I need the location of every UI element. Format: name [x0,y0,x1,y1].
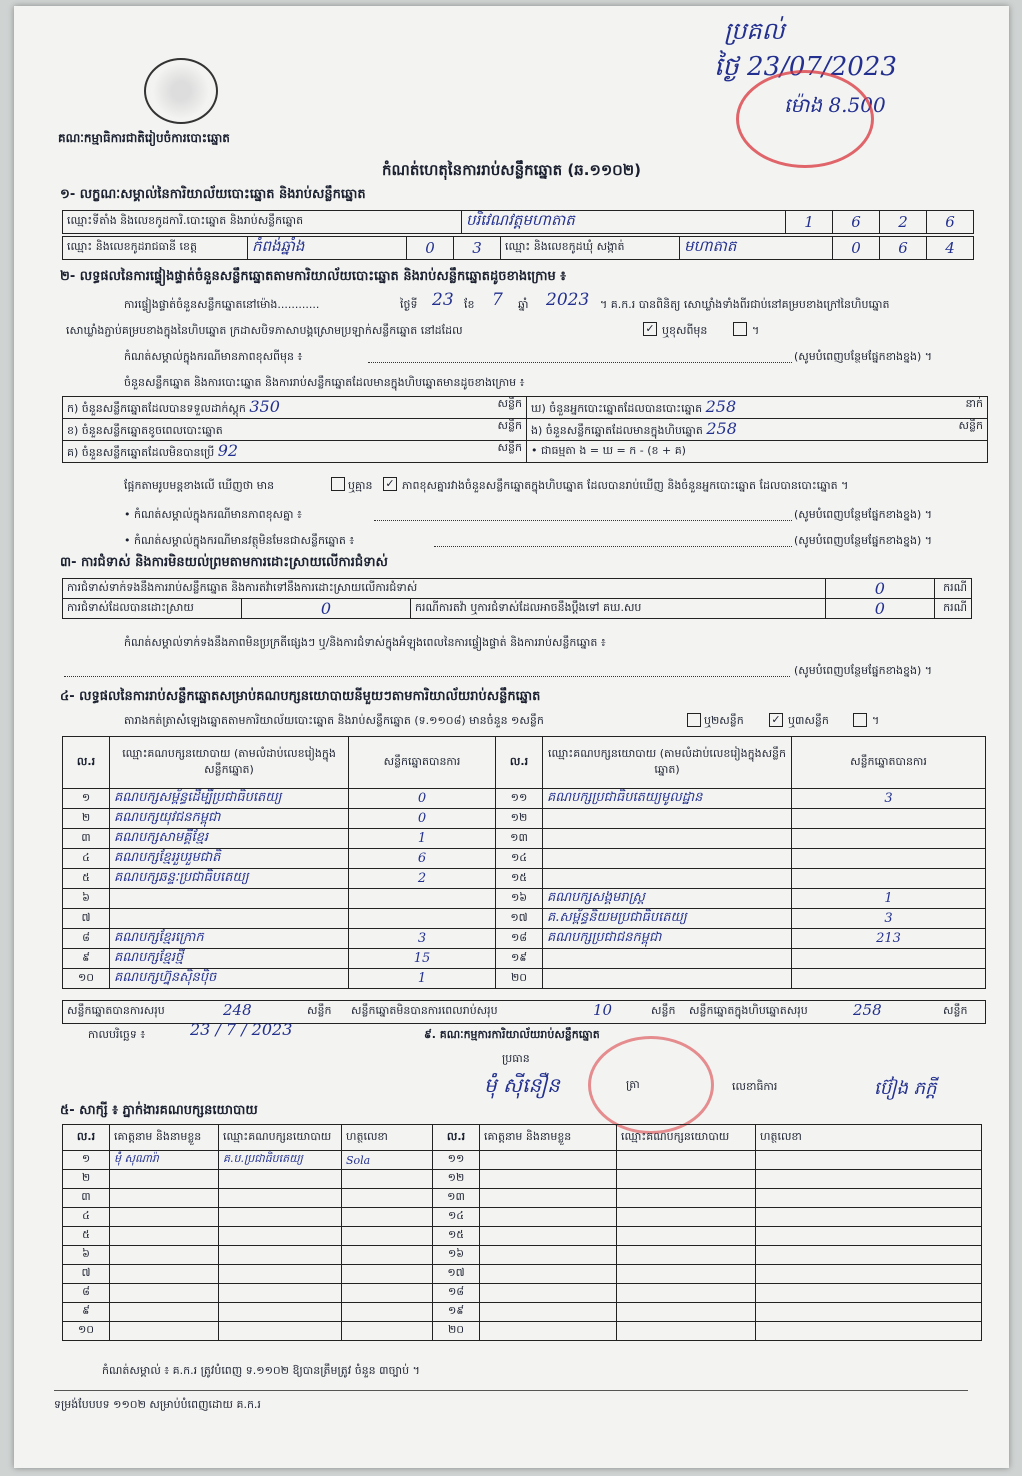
party-name [110,889,349,909]
count-intro: ចំនួនសន្លឹកឆ្នោត និងការបោះឆ្នោត និងការរាប់សន្លឹកឆ្នោតដែលមានក្នុងហិបឆ្នោតមានដូចខាងក្រោម ៖ [124,376,525,389]
foreign-note-line [434,546,792,547]
witness-row-number: ១៩ [433,1303,480,1322]
unused-label: គ) ចំនួនសន្លឹកឆ្នោតដែលមិនបានប្រើ [67,446,215,459]
witness-row-number: ១៣ [433,1189,480,1208]
witness-party [219,1284,342,1303]
receipt-note: ប្រគល់ [724,17,785,45]
witness-party [617,1151,756,1170]
party-name [110,909,349,929]
formula: • ជាធម្មតា ង = ឃ = ក - (ខ + គ) [527,441,988,463]
witness-party [617,1322,756,1341]
witness-name [480,1189,617,1208]
commune-code-digit: 0 [833,237,880,260]
witness-row-number: ៤ [63,1208,110,1227]
unit: សន្លឹក [958,419,983,432]
party-row-number: ៩ [63,949,110,969]
voters-value: 258 [705,397,737,416]
seal-label: ត្រា [626,1078,640,1091]
witness-row-number: ៨ [63,1284,110,1303]
party-votes: 0 [349,809,496,829]
party-name: គណបក្សប្រជាធិបតេយ្យមូលដ្ឋាន [543,789,792,809]
witness-signature [342,1227,433,1246]
party-name: គណបក្សខ្មែរក្រោក [110,929,349,949]
witness-name [110,1284,219,1303]
witness-signature [342,1322,433,1341]
witness-party [617,1170,756,1189]
witness-name [110,1322,219,1341]
party-votes: 3 [349,929,496,949]
witness-party: គ.ប.ប្រជាធិបតេយ្យ [219,1151,342,1170]
party-row-number: ១៥ [496,869,543,889]
party-name [543,849,792,869]
witness-party [617,1265,756,1284]
commune-code-digit: 6 [880,237,927,260]
party-name [543,969,792,989]
witness-party [617,1284,756,1303]
tally-or-label-2: ឬ៣សន្លឹក [788,714,829,727]
form-footer: ទម្រង់បែបបទ ១១០២ សម្រាប់បំពេញដោយ គ.ក.រ [54,1398,261,1411]
witness-name [480,1208,617,1227]
party-votes: 3 [792,909,986,929]
unit: សន្លឹក [497,441,522,454]
witness-signature [756,1208,982,1227]
witness-signature [342,1189,433,1208]
date-label: កាលបរិច្ឆេទ ៖ [88,1028,146,1041]
party-name: គណបក្សខ្មែររួបរួមជាតិ [110,849,349,869]
match-text: ភាពខុសគ្នារវាងចំនួនសន្លឹកឆ្នោតក្នុងហិបឆ្នោត ដែលបានរាប់ឃើញ និងចំនួនអ្នកបោះឆ្នោត ដែលបានបោះឆ្នោត ។ [402,479,849,492]
match-none-checkbox [331,477,345,491]
form-title: កំណត់ហេតុនៃការរាប់សន្លឹកឆ្នោត (ឆ.១១០២) [382,161,642,179]
section-4-heading: ៤- លទ្ធផលនៃការរាប់សន្លឹកឆ្នោតសម្រាប់គណបក្សនយោបាយនីមួយៗតាមការិយាល័យរាប់សន្លឹកឆ្នោត [60,689,541,704]
witness-party [219,1322,342,1341]
party-row-number: ១៦ [496,889,543,909]
end-mark: ។ [872,714,880,727]
section-3-heading: ៣- ការជំទាស់ និងការមិនយល់ព្រមតាមការដោះស្រាយលើការជំទាស់ [60,555,388,570]
witness-party [617,1208,756,1227]
witness-signature [342,1208,433,1227]
receipt-time: ម៉ោង 8.500 [784,93,886,117]
party-votes: 15 [349,949,496,969]
irregularity-hint: (សូមបំពេញបន្ថែមផ្នែកខាងខ្នង) ។ [794,664,933,677]
witness-party [617,1246,756,1265]
irregularity-line [64,676,790,677]
witness-name [110,1170,219,1189]
received-label: ក) ចំនួនសន្លឹកឆ្នោតដែលបានទទួលដាក់ស្ដុក [67,402,246,415]
party-name [543,869,792,889]
seal-ok-checkbox: ✓ [643,322,657,336]
witness-row-number: ១៧ [433,1265,480,1284]
party-row [63,969,986,989]
witness-row-number: ២ [63,1170,110,1189]
station-code-digit: 1 [786,211,833,234]
committee-header: គណៈកម្មាធិការជាតិរៀបចំការបោះឆ្នោត [58,131,230,145]
witness-party [219,1246,342,1265]
location-table [62,210,974,234]
witness-row-number: ៩ [63,1303,110,1322]
party-votes [792,949,986,969]
unit: សន្លឹក [943,1004,968,1017]
party-row-number: ១៧ [496,909,543,929]
station-name: បរិវេណវត្តមហាតាត [462,211,786,234]
tally-three-checkbox [853,713,867,727]
appeal-value: 0 [825,599,934,619]
party-name: គណបក្សប្រជាជនកម្ពុជា [543,929,792,949]
col-party-header: ឈ្មោះគណបក្សនយោបាយ [617,1125,756,1151]
party-votes [792,869,986,889]
party-row-number: ៧ [63,909,110,929]
unit: ករណី [934,579,971,599]
section-1-heading: ១- លក្ខណៈសម្គាល់នៃការិយាល័យបោះឆ្នោត និងរាប់សន្លឹកឆ្នោត [60,187,366,202]
party-row [63,869,986,889]
witness-row [63,1265,982,1284]
party-row [63,909,986,929]
verification-year: 2023 [546,290,590,310]
station-label: ឈ្មោះទីតាំង និងលេខកូដការិ.បោះឆ្នោត និងរាប់សន្លឹកឆ្នោត [63,211,462,234]
witness-signature [756,1303,982,1322]
witness-signature [756,1265,982,1284]
witness-row [63,1189,982,1208]
party-name [543,949,792,969]
witness-row-number: ៥ [63,1227,110,1246]
receipt-date: ថ្ងៃ 23/07/2023 [714,52,897,82]
party-name: គណបក្សឆន្ទៈប្រជាធិបតេយ្យ [110,869,349,889]
date-value: 23 / 7 / 2023 [190,1020,293,1039]
witness-party [219,1227,342,1246]
party-row-number: ១៣ [496,829,543,849]
seal-other-label: ឬខុសពីមុន [662,324,708,337]
party-row-number: ១ [63,789,110,809]
match-intro: ផ្អែកតាមរូបមន្តខាងលើ ឃើញថា មាន [124,479,275,492]
footnote: កំណត់សម្គាល់ ៖ គ.ក.រ ត្រូវបំពេញ ទ.១១០២ ឱ្យបានត្រឹមត្រូវ ចំនួន ៣ច្បាប់ ។ [102,1364,420,1377]
party-results-table [62,736,986,989]
signers-heading: ៩. គណៈកម្មការការិយាល័យរាប់សន្លឹកឆ្នោត [424,1028,600,1041]
party-name: គណបក្សហ្វ៊ុនស៊ិនប៉ិច [110,969,349,989]
section-2-heading: ២- លទ្ធផលនៃការផ្ទៀងផ្ទាត់ចំនួនសន្លឹកឆ្នោតតាមការិយាល័យបោះឆ្នោត និងរាប់សន្លឹកឆ្នោតដូចខាងក្រោម ៖ [60,269,566,284]
note-issue-hint: (សូមបំពេញបន្ថែមផ្នែកខាងខ្នង) ។ [794,350,933,363]
secretary-signature: ប៊ៀង ភក្ដី [874,1078,937,1099]
tally-page-checkbox [687,713,701,727]
province-label: ឈ្មោះ និងលេខកូដរាជធានី ខេត្ត [63,237,248,260]
party-row-number: ១៨ [496,929,543,949]
party-row [63,849,986,869]
party-name: គណបក្សខ្មែរថ្មី [110,949,349,969]
party-votes [349,889,496,909]
witness-row-number: ១១ [433,1151,480,1170]
in-box-value: 258 [706,419,737,438]
party-votes: 1 [349,969,496,989]
appeal-label: ការតវ៉ា ឬការជំទាស់ដែលអាចនឹងប្ដឹងទៅ គឃ.សប ករណី [411,599,826,619]
witness-row [63,1322,982,1341]
total-box-value: 258 [853,1001,882,1019]
witness-signature [342,1265,433,1284]
ballot-count-table [62,396,988,463]
unit: ករណី [415,600,439,614]
total-valid-value: 248 [223,1001,252,1019]
witness-row-number: ១៦ [433,1246,480,1265]
party-name: គណបក្សសម្ព័ន្ធដើម្បីប្រជាធិបតេយ្យ [110,789,349,809]
witness-signature [342,1170,433,1189]
witness-row [63,1208,982,1227]
witness-row [63,1227,982,1246]
party-votes: 1 [792,889,986,909]
witness-party [617,1303,756,1322]
party-votes: 0 [349,789,496,809]
province-code-digit: 0 [407,237,454,260]
witness-name [480,1303,617,1322]
witness-party [219,1208,342,1227]
red-seal-stamp-icon [736,70,874,168]
col-name-header: គោត្តនាម និងនាមខ្លួន [480,1125,617,1151]
col-votes-header: សន្លឹកឆ្នោតបានការ [792,737,986,789]
col-party-header: ឈ្មោះគណបក្សនយោបាយ (តាមលំដាប់លេខរៀងក្នុងសន្លឹកឆ្នោត) [543,737,792,789]
col-votes-header: សន្លឹកឆ្នោតបានការ [349,737,496,789]
witness-name: ម៉ុំ សុណារ៉ា [110,1151,219,1170]
witness-party [219,1265,342,1284]
witness-party [219,1303,342,1322]
witness-signature [756,1246,982,1265]
party-row-number: ២០ [496,969,543,989]
witness-name [480,1151,617,1170]
party-votes: 2 [349,869,496,889]
party-row [63,789,986,809]
spoiled-label: ខ) ចំនួនសន្លឹកឆ្នោតខូចពេលបោះឆ្នោត [67,424,223,437]
witness-name [480,1265,617,1284]
tally-or-label: ឬ២សន្លឹក [704,714,744,727]
witness-name [480,1322,617,1341]
total-box-label: សន្លឹកឆ្នោតក្នុងហិបឆ្នោតសរុប [689,1004,808,1017]
party-votes [792,969,986,989]
witness-row-number: ៣ [63,1189,110,1208]
unit: សន្លឹក [307,1004,332,1017]
verification-day-label: ថ្ងៃទី [400,298,418,311]
witness-name [480,1227,617,1246]
witness-row-number: ១៨ [433,1284,480,1303]
verification-year-label: ឆ្នាំ [518,298,529,311]
witness-row [63,1284,982,1303]
witness-name [110,1265,219,1284]
party-name: គណបក្សសាមគ្គីខ្មែរ [110,829,349,849]
verification-suffix: ។ គ.ក.រ បានពិនិត្យ សោឃ្លាំងទាំងពីរជាប់នៅគម្របខាងក្រៅនៃហិបឆ្នោត [600,298,890,311]
unused-value: 92 [217,441,239,460]
party-row-number: ១៤ [496,849,543,869]
note-issue-line [368,362,792,363]
seal-other-checkbox [733,322,747,336]
witness-signature [342,1284,433,1303]
witness-name [110,1303,219,1322]
witness-name [480,1170,617,1189]
witness-party [617,1189,756,1208]
chair-signature: ម៉ុំ ស៊ីនឿន [484,1073,560,1097]
party-name: គ.សម្ព័ន្ធនិយមប្រជាធិបតេយ្យ [543,909,792,929]
col-no-header: ល.រ [433,1125,480,1151]
total-valid-label: សន្លឹកឆ្នោតបានការសរុប [67,1004,165,1017]
party-row-number: ៤ [63,849,110,869]
party-row-number: ១៩ [496,949,543,969]
station-code-digit: 6 [927,211,974,234]
witness-name [110,1246,219,1265]
complaints-row-value: 0 [825,579,934,599]
red-seal-stamp-icon [588,1036,714,1134]
verification-month-label: ខែ [464,298,475,311]
verification-month: 7 [492,290,503,310]
col-name-header: គោត្តនាម និងនាមខ្លួន [110,1125,219,1151]
party-votes: 1 [349,829,496,849]
witness-name [110,1189,219,1208]
chair-label: ប្រធាន [502,1052,530,1065]
seal-check-text: សោឃ្លាំងភ្ជាប់គម្របខាងក្នុងនៃហិបឆ្នោត ក្រដាសបិទភាសាបង្គស្រោមប្រឡាក់សន្លឹកឆ្នោត នៅដដែល [66,324,463,337]
tally-two-checkbox: ✓ [769,713,783,727]
witness-row [63,1151,982,1170]
party-row-number: ៥ [63,869,110,889]
party-row [63,889,986,909]
party-row-number: ៨ [63,929,110,949]
col-sign-header: ហត្ថលេខា [342,1125,433,1151]
party-row-number: ១១ [496,789,543,809]
party-votes: 6 [349,849,496,869]
total-invalid-label: សន្លឹកឆ្នោតមិនបានការពេលរាប់សរុប [351,1004,498,1017]
party-row-number: ៣ [63,829,110,849]
party-row [63,829,986,849]
foreign-note-label: • កំណត់សម្គាល់ក្នុងករណីមានវត្ថុមិនមែនជាសន្លឹកឆ្នោត ៖ [124,534,355,547]
party-votes [792,809,986,829]
witness-signature [756,1322,982,1341]
party-name: គណបក្សសង្គមរាស្ត្រ [543,889,792,909]
party-votes [792,849,986,869]
witness-party [219,1189,342,1208]
commune-name: មហាតាត [680,237,833,260]
unit: សន្លឹក [497,397,522,410]
party-row [63,949,986,969]
party-votes [349,909,496,929]
witness-row [63,1170,982,1189]
col-party-header: ឈ្មោះគណបក្សនយោបាយ [219,1125,342,1151]
witness-table [62,1124,982,1341]
match-or-label: ឬគ្មាន [348,479,373,492]
station-code-digit: 6 [833,211,880,234]
witness-row-number: ៧ [63,1265,110,1284]
unit: សន្លឹក [497,419,522,432]
match-none-checked-checkbox: ✓ [383,477,397,491]
witness-row-number: ១៤ [433,1208,480,1227]
witness-signature [342,1303,433,1322]
witness-signature [342,1246,433,1265]
province-commune-table [62,236,974,260]
province-name: កំពង់ឆ្នាំង [248,237,407,260]
col-party-header: ឈ្មោះគណបក្សនយោបាយ (តាមលំដាប់លេខរៀងក្នុងសន្លឹកឆ្នោត) [110,737,349,789]
nec-emblem-icon [144,58,218,124]
witness-party [219,1170,342,1189]
party-name: គណបក្សយុវជនកម្ពុជា [110,809,349,829]
party-row [63,809,986,829]
party-name [543,809,792,829]
col-no-header: ល.រ [63,1125,110,1151]
diff-note-hint: (សូមបំពេញបន្ថែមផ្នែកខាងខ្នង) ។ [794,508,933,521]
party-row-number: ១២ [496,809,543,829]
witness-signature [756,1151,982,1170]
commune-label: ឈ្មោះ និងលេខកូដឃុំ សង្កាត់ [501,237,680,260]
irregularity-label: កំណត់សម្គាល់ទាក់ទងនឹងភាពមិនប្រក្រតីផ្សេងៗ ឬ/និងការជំទាស់ក្នុងអំឡុងពេលនៃការផ្ទៀងផ្ទាត់ និងការរាប់សន្លឹកឆ្នោត ៖ [124,636,606,649]
unit: ករណី [934,599,971,619]
end-mark: ។ [752,324,760,337]
col-no-header: ល.រ [496,737,543,789]
diff-note-label: • កំណត់សម្គាល់ក្នុងករណីមានភាពខុសគ្នា ៖ [124,508,302,521]
tally-intro: តារាងកត់ត្រាសំឡេងឆ្នោតតាមការិយាល័យបោះឆ្នោត និងរាប់សន្លឹកឆ្នោត (ទ.១១០៨) មានចំនួន ១សន្លឹក [124,714,544,727]
received-value: 350 [249,397,280,416]
unit: សន្លឹក [651,1004,676,1017]
station-code-digit: 2 [880,211,927,234]
resolved-label: ការជំទាស់ដែលបានដោះស្រាយ [63,599,242,619]
note-issue-label: កំណត់សម្គាល់ក្នុងករណីមានភាពខុសពីមុន ៖ [124,350,303,363]
complaints-table [62,578,972,619]
party-votes: 3 [792,789,986,809]
witness-name [480,1284,617,1303]
party-name [543,829,792,849]
witness-row-number: ២០ [433,1322,480,1341]
party-row [63,929,986,949]
col-sign-header: ហត្ថលេខា [756,1125,982,1151]
party-row-number: ៦ [63,889,110,909]
voters-label: ឃ) ចំនួនអ្នកបោះឆ្នោតដែលបានបោះឆ្នោត [531,402,703,415]
party-row-number: ១០ [63,969,110,989]
party-row-number: ២ [63,809,110,829]
province-code-digit: 3 [454,237,501,260]
witness-name [110,1227,219,1246]
witness-signature [756,1284,982,1303]
witness-signature [756,1189,982,1208]
foreign-note-hint: (សូមបំពេញបន្ថែមផ្នែកខាងខ្នង) ។ [794,534,933,547]
witness-row-number: ៦ [63,1246,110,1265]
witness-signature: Sola [342,1151,433,1170]
total-invalid-value: 10 [593,1001,613,1019]
witness-signature [756,1170,982,1189]
col-no-header: ល.រ [63,737,110,789]
diff-note-line [374,520,792,521]
witness-row [63,1246,982,1265]
witness-row-number: ១ [63,1151,110,1170]
ballot-count-form [14,6,1009,1468]
unit: នាក់ [965,397,983,410]
in-box-label: ង) ចំនួនសន្លឹកឆ្នោតដែលមានក្នុងហិបឆ្នោត [531,424,703,437]
divider [54,1390,968,1391]
resolved-value: 0 [242,599,411,619]
witness-signature [756,1227,982,1246]
secretary-label: លេខាធិការ [732,1080,778,1093]
witness-row-number: ១០ [63,1322,110,1341]
witness-row-number: ១២ [433,1170,480,1189]
witness-row [63,1303,982,1322]
witness-row-number: ១៥ [433,1227,480,1246]
witness-name [110,1208,219,1227]
party-votes: 213 [792,929,986,949]
witness-name [480,1246,617,1265]
verification-prefix: ការផ្ទៀងផ្ទាត់ចំនួនសន្លឹកឆ្នោតនៅម៉ោង............ [124,298,320,311]
complaints-row-label: ការជំទាស់ទាក់ទងនឹងការរាប់សន្លឹកឆ្នោត និងការតវ៉ាទៅនឹងការដោះស្រាយលើការជំទាស់ [63,579,826,599]
commune-code-digit: 4 [927,237,974,260]
party-votes [792,829,986,849]
verification-day: 23 [432,290,454,310]
section-5-heading: ៥- សាក្សី ៖ ភ្នាក់ងារគណបក្សនយោបាយ [60,1103,258,1118]
witness-party [617,1227,756,1246]
